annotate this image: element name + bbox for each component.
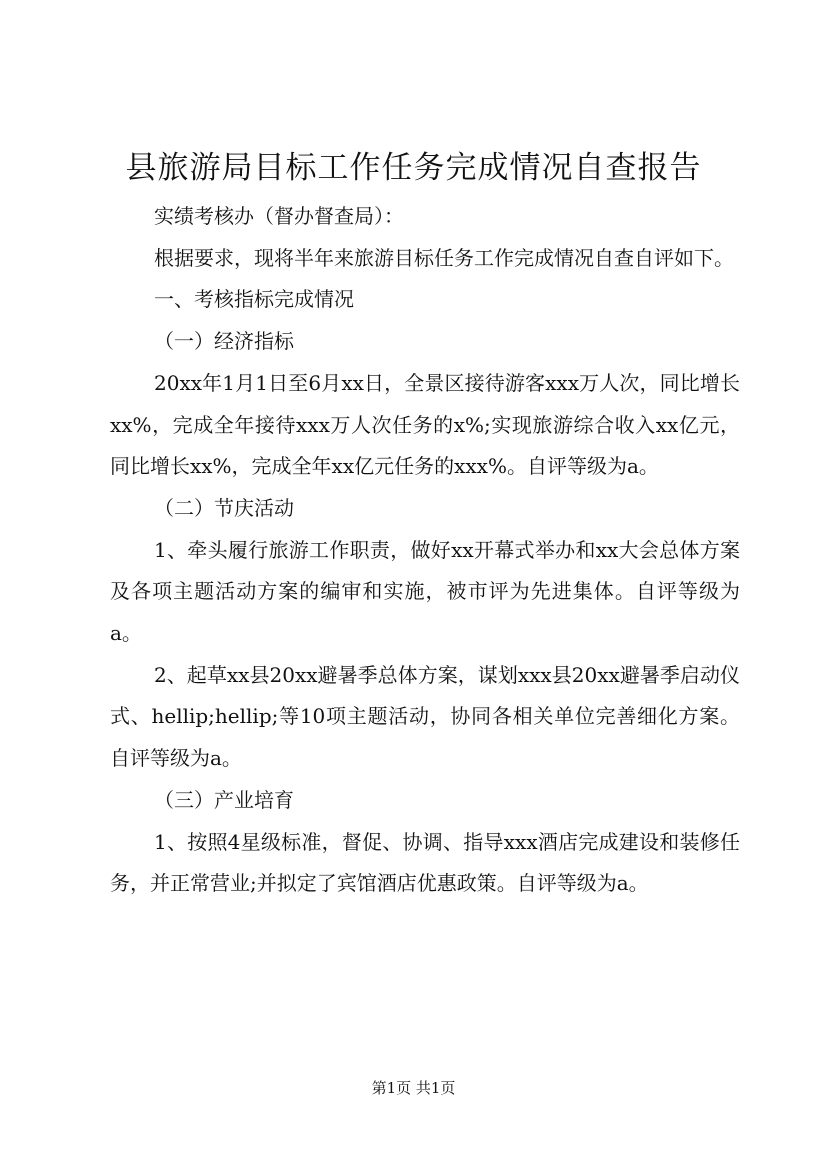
body-paragraph: 2、起草xx县20xx避暑季总体方案，谋划xxx县20xx避暑季启动仪式、hellip;hellip;等10项主题活动，协同各相关单位完善细化方案。自评等级为a。 [110, 662, 740, 771]
body-paragraph: 20xx年1月1日至6月xx日，全景区接待游客xxx万人次，同比增长xx%，完成全年接待xxx万人次任务的x%;实现旅游综合收入xx亿元，同比增长xx%，完成全年xx亿元任务的xxx%。自评等级为a。 [110, 370, 740, 479]
subsection-heading: （一）经济指标 [154, 329, 294, 354]
salutation: 实绩考核办（督办督查局）： [154, 204, 404, 228]
page-footer: 第1页 共1页 [371, 1079, 456, 1097]
section-heading: 一、考核指标完成情况 [154, 287, 354, 312]
subsection-heading: （二）节庆活动 [154, 495, 294, 520]
document-title: 县旅游局目标工作任务完成情况自查报告 [125, 150, 702, 186]
body-paragraph: 1、牵头履行旅游工作职责，做好xx开幕式举办和xx大会总体方案及各项主题活动方案的编审和实施，被市评为先进集体。自评等级为a。 [110, 537, 740, 646]
body-paragraph: 1、按照4星级标准，督促、协调、指导xxx酒店完成建设和装修任务，并正常营业;并拟定了宾馆酒店优惠政策。自评等级为a。 [110, 829, 740, 896]
intro-paragraph: 根据要求，现将半年来旅游目标任务工作完成情况自查自评如下。 [154, 245, 734, 270]
document-body [110, 196, 740, 905]
subsection-heading: （三）产业培育 [154, 787, 294, 812]
